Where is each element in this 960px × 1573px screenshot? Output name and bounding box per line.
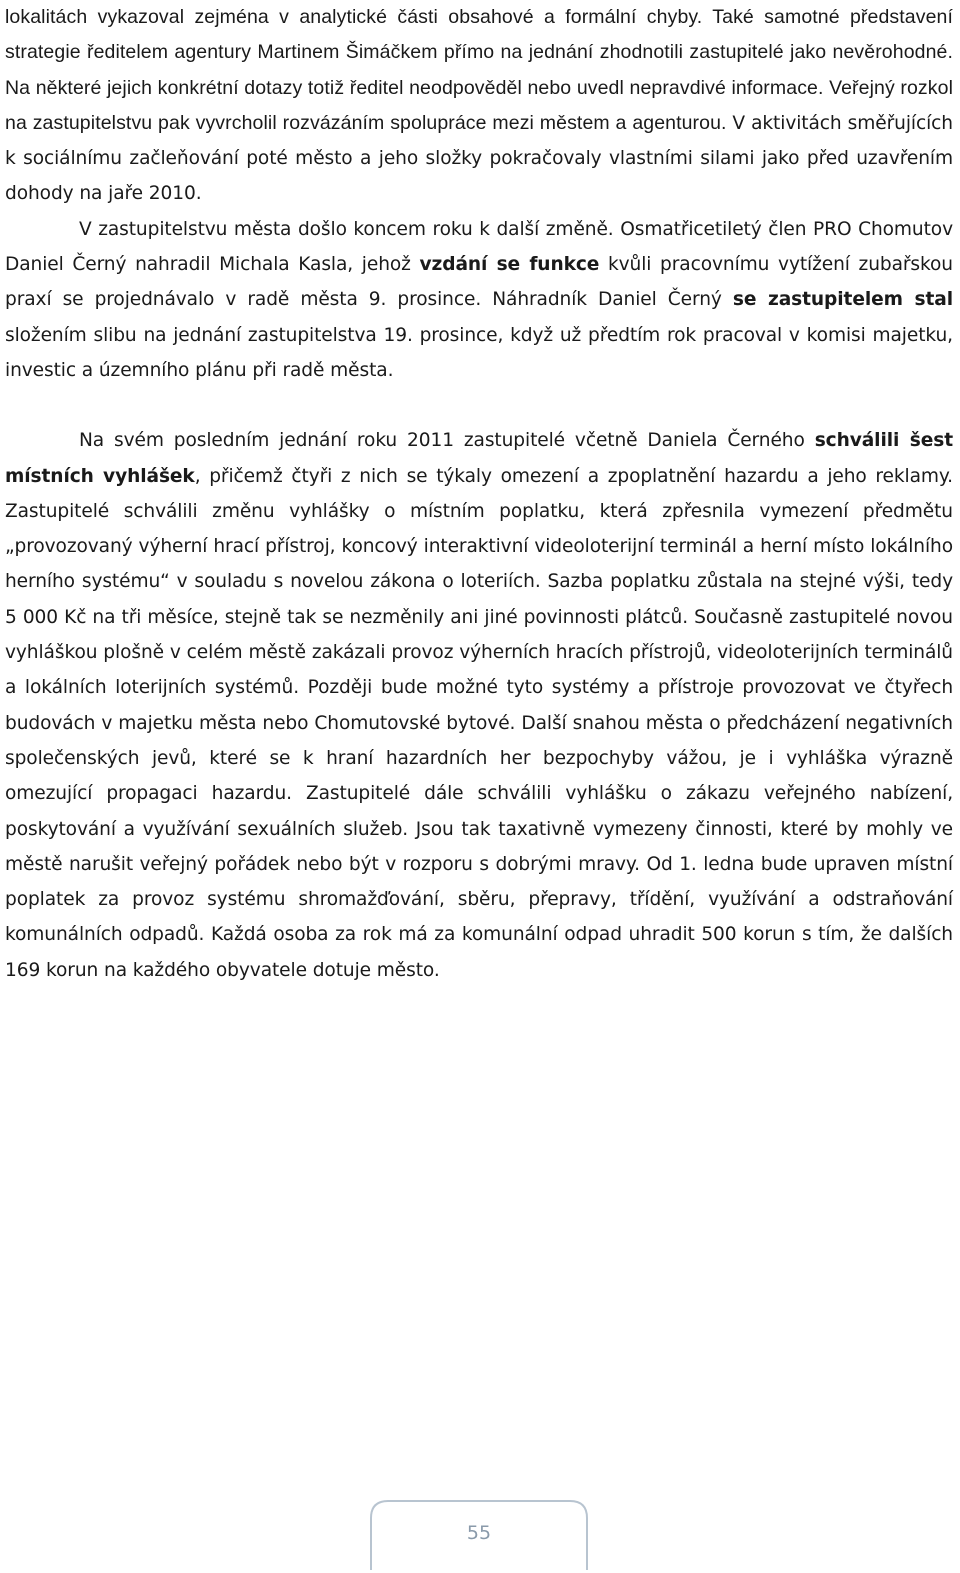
bold-phrase: schválili šest místních vyhlášek: [5, 430, 953, 487]
paragraph-text-run: Na svém posledním jednání roku 2011 zastupitelé včetně Daniela Černého: [79, 430, 815, 452]
paragraph-text-run: složením slibu na jednání zastupitelstva 19. prosince, když už předtím rok pracoval v komisi majetku, investic a územního plánu při radě města.: [5, 324, 953, 381]
paragraph-text-run: V zastupitelstvu města došlo koncem roku k další změně. Osmatřicetiletý člen PRO Chomutov Daniel Černý nahradil Michala Kasla, jehož: [5, 218, 953, 276]
page-number: 55: [466, 1522, 492, 1544]
paragraph-city-council-strategy: [5, 0, 953, 388]
paragraph-text-run: kvůli pracovnímu vytížení zubařskou praxí se projednávalo v radě města 9. prosince. Náhradník Daniel Černý: [5, 254, 953, 311]
paragraph-text-run: V aktivitách směřujících k sociálnímu začleňování poté město a jeho složky pokračovaly vlastními silami jako před uzavřením dohody na jaře 2010.: [5, 112, 953, 205]
bold-phrase: vzdání se funkce: [419, 254, 600, 276]
page-footer: [370, 1500, 588, 1570]
bold-phrase: se zastupitelem stal: [732, 289, 953, 311]
paragraph-text-run: lokalitách vykazoval zejména v analytické části obsahové a formální chyby. Také samotné představení strategie ředitelem agentury Martinem Šimáčkem přímo na jednání zhodnotili zastupitelé jako nevěrohodné. Na některé jejich konkrétní dotazy totiž ředitel neodpověděl nebo uvedl nepravdivé informace. Veřejný rozkol na zastupitelstvu pak vyvrcholil rozvázáním spolupráce mezi městem a agenturou.: [5, 6, 953, 134]
document-page: [5, 0, 953, 988]
paragraph-gambling-ordinances: [5, 423, 953, 988]
paragraph-text-run: , přičemž čtyři z nich se týkaly omezení a zpoplatnění hazardu a jeho reklamy. Zastupitelé schválili změnu vyhlášky o místním poplatku, která zpřesnila vymezení předmětu „provozovaný výherní hrací přístroj, koncový interaktivní videoloterijní terminál a herní místo lokálního herního systému“ v souladu s novelou zákona o loteriích. Sazba poplatku zůstala na stejné výši, tedy 5 000 Kč na tři měsíce, stejně tak se nezměnily ani jiné povinnosti plátců. Současně zastupitelé novou vyhláškou plošně v celém městě zakázali provoz výherních hracích přístrojů, videoloterijních terminálů a lokálních loterijních systémů. Později bude možné tyto systémy a přístroje provozovat ve čtyřech budovách v majetku města nebo Chomutovské bytové. Další snahou města o předcházení negativních společenských jevů, které se k hraní hazardních her bezpochyby vážou, je i vyhláška výrazně omezující propagaci hazardu. Zastupitelé dále schválili vyhlášku o zákazu veřejného nabízení, poskytování a využívání sexuálních služeb. Jsou tak taxativně vymezeny činnosti, které by mohly ve městě narušit veřejný pořádek nebo být v rozporu s dobrými mravy. Od 1. ledna bude upraven místní poplatek za provoz systému shromažďování, sběru, přepravy, třídění, využívání a odstraňování komunálních odpadů. Každá osoba za rok má za komunální odpad uhradit 500 korun s tím, že dalších 169 korun na každého obyvatele dotuje město.: [5, 465, 953, 981]
